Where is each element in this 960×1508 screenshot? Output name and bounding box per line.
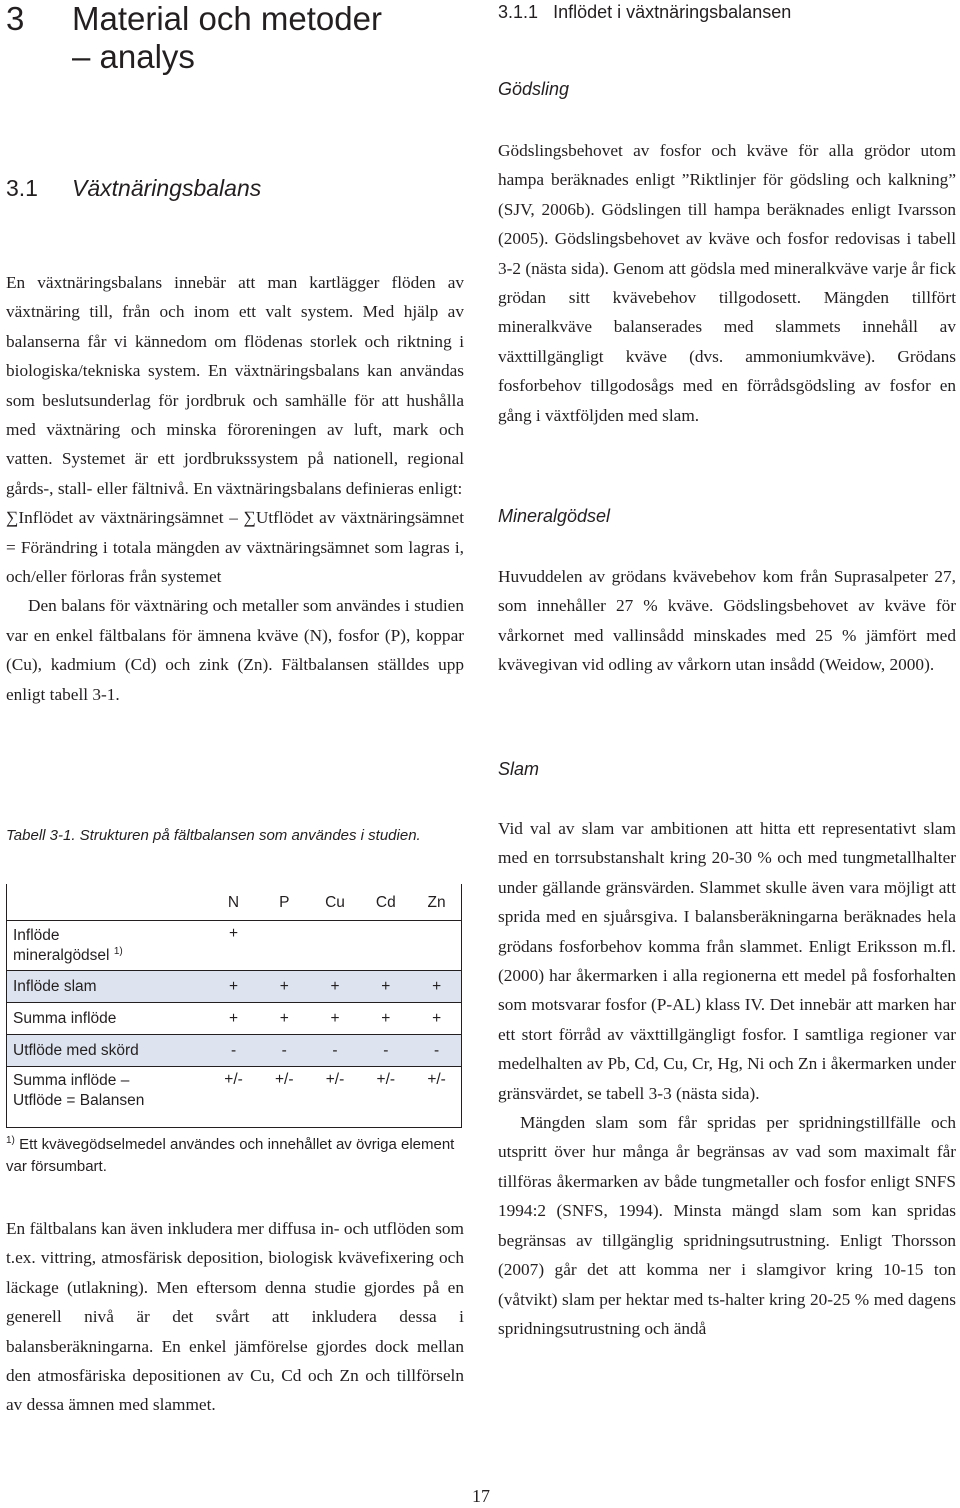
table-row bbox=[6, 1067, 462, 1115]
table-cell: + bbox=[432, 977, 442, 995]
section-title: Växtnäringsbalans bbox=[72, 175, 262, 201]
chapter-number: 3 bbox=[6, 0, 25, 37]
table-cell: - bbox=[434, 1041, 440, 1059]
table-footnote bbox=[6, 1134, 476, 1178]
row-label-line2: mineralgödsel bbox=[13, 946, 110, 964]
table-header-cell: N bbox=[227, 894, 240, 911]
table-cell: - bbox=[230, 1041, 237, 1059]
footnote-mark: 1) bbox=[6, 1135, 15, 1146]
intro-text bbox=[6, 268, 464, 709]
subsection-title: Inflödet i växtnäringsbalansen bbox=[553, 2, 792, 22]
table-header-empty bbox=[6, 884, 208, 921]
paragraph: Den balans för växtnäring och metaller som användes i studien var en enkel fältbalans för ämnena kväve (N), fosfor (P), koppar (Cu), kadmium (Cd) och zink (Zn). Fältbalansen ställdes upp enligt tabell 3-1. bbox=[6, 596, 464, 704]
table-cell bbox=[259, 921, 310, 971]
table-cell: + bbox=[381, 1009, 391, 1027]
table-header-cell: Cu bbox=[325, 894, 345, 911]
table-cell: + bbox=[432, 1009, 442, 1027]
chapter-title-line1: Material och metoder bbox=[72, 0, 382, 37]
footnote-text: Ett kvävegödselmedel användes och innehållet av övriga element var försumbart. bbox=[6, 1136, 455, 1175]
heading-godsling: Gödsling bbox=[498, 79, 570, 99]
table-cell: - bbox=[383, 1041, 389, 1059]
table-cell: + bbox=[330, 1009, 340, 1027]
row-label-line1: Inflöde bbox=[13, 926, 60, 944]
table-row bbox=[6, 1003, 462, 1035]
mineralgodsel-text bbox=[498, 562, 956, 680]
table-cell: - bbox=[332, 1041, 338, 1059]
row-label: Inflöde slam bbox=[13, 977, 97, 995]
row-label-line1: Summa inflöde – bbox=[13, 1071, 130, 1089]
paragraph: En fältbalans kan även inkludera mer diffusa in- och utflöden som t.ex. vittring, atmosfärisk deposition, biologisk kvävefixering och läckage (utlakning). Men eftersom denna studie gjordes på en generell nivå är det svårt att inkludera dessa i balansberäkningarna. En enkel jämförelse gjordes dock mellan den atmosfäriska depositionen av Cu, Cd och Zn och tillförseln av dessa ämnen med slammet. bbox=[6, 1219, 464, 1415]
table-row bbox=[6, 971, 462, 1003]
table-cell: + bbox=[229, 1009, 239, 1027]
chapter-heading bbox=[6, 0, 382, 76]
heading-slam: Slam bbox=[498, 759, 540, 779]
slam-text bbox=[498, 814, 956, 1343]
table-header-cell: Cd bbox=[375, 894, 396, 911]
paragraph: Vid val av slam var ambitionen att hitta ett representativt slam med en torrsubstanshalt kring 20-30 % och med tungmetallhalter under gällande gränsvärden. Slammet skulle även vara möjligt att sprida med en sjuårsgiva. I balansberäkningarna beräknades hela grödans fosforbehov komma från slammet. Enligt Eriksson m.fl. (2000) har åkermarken i alla regionerna ett medel på fosforhalten som motsvarar fosfor (P-AL) klass IV. Det innebär att marken har ett stort förråd av växttillgängligt fosfor. I samtliga regioner var medelhalten av Pb, Cd, Cu, Cr, Hg, Ni och Zn i åkermarken under gränsvärdet, se tabell 3-3 (nästa sida). bbox=[498, 819, 956, 1103]
table-cell: + bbox=[279, 977, 289, 995]
row-label-line2: Utflöde = Balansen bbox=[13, 1091, 145, 1109]
table-header-cell: P bbox=[279, 894, 290, 911]
subsection-heading bbox=[498, 0, 791, 24]
section-heading bbox=[6, 172, 261, 204]
table-row bbox=[6, 921, 462, 971]
table-cell: +/- bbox=[325, 1071, 345, 1088]
paragraph: Gödslingsbehovet av fosfor och kväve för alla grödor utom hampa beräknades enligt ”Riktlinjer för gödsling och kalkning” (SJV, 2006b). Gödslingen till hampa beräknades enligt Ivarsson (2005). Gödslingsbehovet av kväve och fosfor redovisas i tabell 3-2 (nästa sida). Genom att gödsla med mineralkväve varje år fick grödan sitt kvävebehov tillgodosett. Mängden tillfört mineralkväve balanserades med slammets innehåll av växttillgängligt kväve (dvs. ammoniumkväve). Grödans fosforbehov tillgodosågs med en förrådsgödsling av fosfor en gång i växtföljden med slam. bbox=[498, 141, 956, 425]
table-cell bbox=[360, 921, 411, 971]
footnote-ref: 1) bbox=[113, 945, 123, 957]
heading-mineralgodsel: Mineralgödsel bbox=[498, 506, 611, 526]
table-cell: - bbox=[281, 1041, 287, 1059]
paragraph: Huvuddelen av grödans kvävebehov kom från Suprasalpeter 27, som innehåller 27 % kväve. Gödslingsbehovet av kväve för vårkornet med vallinsådd minskades med 25 % jämfört med kvävegivan vid odling av vårkorn utan insådd (Weidow, 2000). bbox=[498, 567, 956, 675]
table-row bbox=[6, 1035, 462, 1067]
table-cell: +/- bbox=[224, 1071, 243, 1088]
table-cell: +/- bbox=[274, 1071, 294, 1088]
chapter-title-line2: – analys bbox=[72, 38, 195, 75]
table-cell bbox=[310, 921, 361, 971]
closing-text bbox=[6, 1214, 464, 1420]
formula-paragraph: ∑Inflödet av växtnäringsämnet – ∑Utflödet av växtnäringsämnet = Förändring i totala mängden av växtnäringsämnet som lagras i, och/eller förloras från systemet bbox=[6, 508, 464, 587]
table-cell bbox=[411, 921, 462, 971]
table-cell: + bbox=[279, 1009, 289, 1027]
row-label bbox=[6, 1067, 208, 1115]
table-cell: +/- bbox=[427, 1071, 446, 1088]
row-label: Utflöde med skörd bbox=[13, 1041, 139, 1059]
table-caption: Tabell 3-1. Strukturen på fältbalansen som användes i studien. bbox=[6, 827, 421, 844]
section-number: 3.1 bbox=[6, 175, 38, 201]
row-label bbox=[6, 921, 208, 971]
subsection-number: 3.1.1 bbox=[498, 2, 539, 22]
table-cell: + bbox=[229, 925, 239, 942]
table-header-row bbox=[6, 884, 462, 921]
table-cell: +/- bbox=[376, 1071, 396, 1088]
paragraph: Mängden slam som får spridas per spridningstillfälle och utspritt över hur många år begränsas av vad som maximalt får tillföras åkermarken av både tungmetaller och fosfor enligt SNFS 1994:2 (SNFS, 1994). Minsta mängd slam som kan spridas begränsas av tillgänglig spridningsutrustning. Enligt Thorsson (2007) går det att komma ner i slamgivor kring 10-15 ton (våtvikt) slam per hektar med ts-halter kring 20-25 % med dagens spridningsutrustning och ändå bbox=[498, 1113, 956, 1338]
table-cell: + bbox=[330, 977, 340, 995]
table-cell: + bbox=[381, 977, 391, 995]
godsling-text bbox=[498, 136, 956, 430]
field-balance-table bbox=[6, 884, 462, 1114]
table-cell: + bbox=[229, 977, 239, 995]
row-label: Summa inflöde bbox=[13, 1009, 117, 1027]
table-header-cell: Zn bbox=[427, 894, 446, 911]
paragraph: En växtnäringsbalans innebär att man kartlägger flöden av växtnäring till, från och inom ett valt system. Med hjälp av balanserna får vi kännedom om flödenas storlek och riktning i biologiska/tekniska system. En växtnäringsbalans kan användas som beslutsunderlag för jordbruk och samhälle för att hushålla med växtnäring och minska föroreningen av luft, mark och vatten. Systemet är ett jordbrukssystem på nationell, regional gårds-, stall- eller fältnivå. En växtnäringsbalans definieras enligt: bbox=[6, 273, 464, 498]
page-number: 17 bbox=[472, 1486, 490, 1506]
